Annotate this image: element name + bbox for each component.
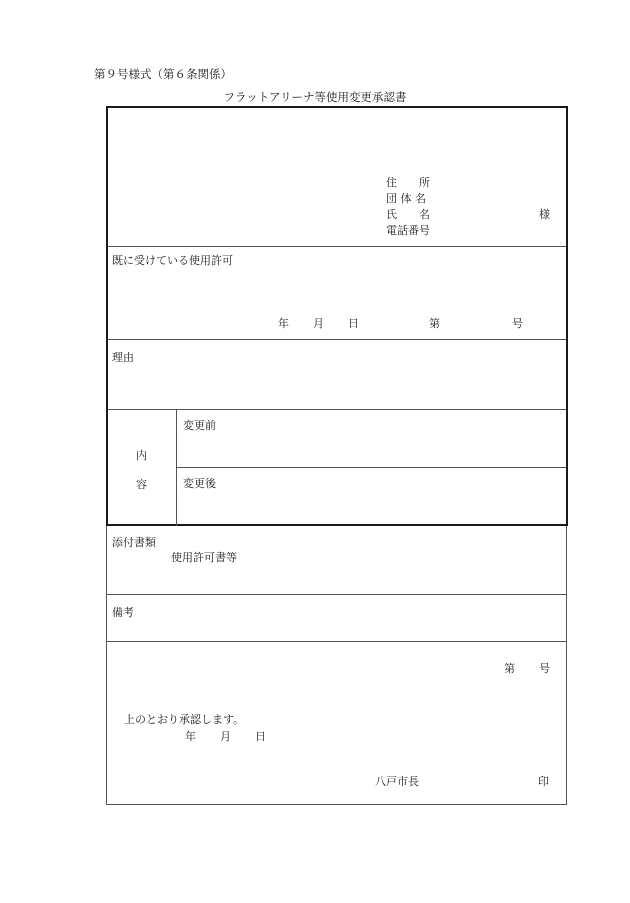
address-label: 住 所 [386,176,430,189]
content-label-bottom: 容 [136,478,147,491]
divider [108,246,566,247]
permit-no-suffix: 号 [512,317,523,330]
document-title: フラットアリーナ等使用変更承認書 [223,90,407,104]
after-change-label: 変更後 [183,477,216,490]
form-number: 第９号様式（第６条関係） [94,67,232,81]
content-column-divider [176,410,177,526]
before-change-label: 変更前 [183,419,216,432]
seal-mark: 印 [538,775,549,788]
attachments-value: 使用許可書等 [171,551,237,564]
group-name-label: 団 体 名 [386,192,426,205]
existing-permit-label: 既に受けている使用許可 [112,254,233,267]
permit-day: 日 [348,317,359,330]
approval-no-prefix: 第 [504,662,515,675]
permit-no-prefix: 第 [429,317,440,330]
attachments-section [106,526,567,595]
approval-day: 日 [255,730,266,743]
approval-year: 年 [185,730,196,743]
remarks-section [106,595,567,642]
remarks-label: 備考 [112,606,134,619]
content-label-top: 内 [136,449,147,462]
approval-statement: 上のとおり承認します。 [124,713,245,726]
name-label: 氏 名 [386,208,430,221]
approval-no-suffix: 号 [539,662,550,675]
attachments-label: 添付書類 [112,536,156,549]
mayor-title: 八戸市長 [375,775,419,788]
divider [108,339,566,340]
application-frame [106,106,568,526]
permit-year: 年 [278,317,289,330]
reason-label: 理由 [112,351,134,364]
permit-month: 月 [313,317,324,330]
honorific: 様 [539,208,550,221]
divider [177,467,566,468]
approval-section [106,642,567,805]
approval-month: 月 [220,730,231,743]
phone-label: 電話番号 [386,224,430,237]
